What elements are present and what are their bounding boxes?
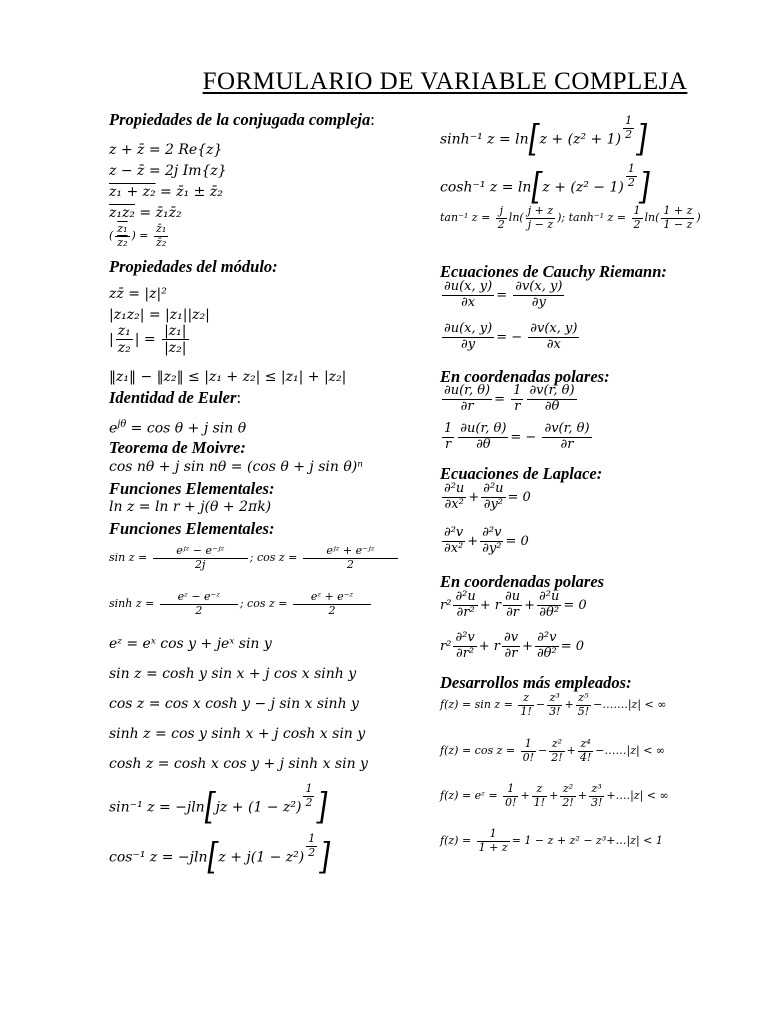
heading-moivre: Teorema de Moivre: <box>109 438 246 457</box>
formula-arcsin: sin⁻¹ z = −jln[jz + (1 − z²) $\frac{1}{2}$ ] <box>109 782 328 829</box>
formula-cr-2: $\frac{\partial u(x, y)}{\partial y}$ = − $\frac{\partial v(x, y)}{\partial x}$ <box>444 321 578 352</box>
formula-series-exp: f(z) = eᶻ = $\frac{1}{0!}$ + $\frac{z}{1!}$ + $\frac{\text{z²}}{2!}$ + $\frac{\text{z³}}{3!}$ +….|z| < ∞ <box>440 782 669 809</box>
formula-laplace-1: $\frac{\text{∂²u}}{\text{∂x²}}$ + $\frac{\text{∂²u}}{\text{∂y²}}$ = 0 <box>444 481 531 512</box>
formula-cosz: cos z = cos x cosh y − j sin x sinh y <box>109 696 359 712</box>
formula-series-sin: f(z) = sin z = $\frac{z}{1!}$ − $\frac{\text{z³}}{3!}$ + $\frac{\text{z⁵}}{5!}$ −…….|z| < ∞ <box>440 691 667 718</box>
formula-sinh-cosh-exp: sinh z = $\frac{\text{eᶻ − e⁻ᶻ}}{2}$ ; cos z = $\frac{\text{eᶻ + e⁻ᶻ}}{2}$ <box>109 591 373 617</box>
formula-coshz: cosh z = cosh x cos y + j sinh x sin y <box>109 756 368 772</box>
formula-arcsinh: sinh⁻¹ z = ln[z + (z² + 1) $\frac{1}{2}$ ] <box>440 114 647 161</box>
formula-series-geometric: f(z) = $\frac{1}{1 + z}$ = 1 − z + z² − z³+…|z| < 1 <box>440 827 663 854</box>
formula-moivre: cos nθ + j sin nθ = (cos θ + j sin θ)ⁿ <box>109 459 363 475</box>
heading-cauchy-riemann: Ecuaciones de Cauchy Riemann: <box>440 262 667 281</box>
heading-euler: Identidad de Euler: <box>109 388 242 407</box>
formula-laplace-polar-1: r² $\frac{\text{∂²u}}{\text{∂r²}}$ + r $\frac{\partial u}{\partial r}$ + $\frac{\text{∂²u}}{\text{∂θ²}}$ = 0 <box>440 589 587 620</box>
formula-conj-2: z − z̄ = 2j Im{z} <box>109 163 227 179</box>
formula-cr-1: $\frac{\partial u(x, y)}{\partial x}$ = $\frac{\partial v(x, y)}{\partial y}$ <box>444 279 563 310</box>
formula-mod-4: ‖z₁‖ − ‖z₂‖ ≤ |z₁ + z₂| ≤ |z₁| + |z₂| <box>109 369 347 385</box>
formula-laplace-2: $\frac{\text{∂²v}}{\text{∂x²}}$ + $\frac{\text{∂²v}}{\text{∂y²}}$ = 0 <box>444 525 529 556</box>
formula-conj-5: ( $\frac{\text{z₁}}{\text{z₂}}$ ) = $\frac{\text{z̄₁}}{\text{z̄₂}}$ <box>109 222 167 249</box>
formula-laplace-polar-2: r² $\frac{\text{∂²v}}{\text{∂r²}}$ + r $\frac{\partial v}{\partial r}$ + $\frac{\text{∂²v}}{\text{∂θ²}}$ = 0 <box>440 630 585 661</box>
formula-conj-1: z + z̄ = 2 Re{z} <box>109 142 223 158</box>
formula-mod-3: | $\frac{\text{z₁}}{\text{z₂}}$ | = $\frac{\text{|z₁|}}{\text{|z₂|}}$ <box>109 323 187 357</box>
formula-ez: eᶻ = eˣ cos y + jeˣ sin y <box>109 636 272 652</box>
formula-series-cos: f(z) = cos z = $\frac{1}{0!}$ − $\frac{\text{z²}}{2!}$ + $\frac{\text{z⁴}}{4!}$ −……|z| < ∞ <box>440 737 666 764</box>
formula-ln: ln z = ln r + j(θ + 2πk) <box>109 499 272 515</box>
formula-polar-1: $\frac{\partial u(r, \theta)}{\partial r}$ = $\frac{1}{r}$ $\frac{\partial v(r, \theta)}{\partial\theta}$ <box>444 383 575 414</box>
heading-laplace: Ecuaciones de Laplace: <box>440 464 603 483</box>
formula-polar-2: $\frac{1}{r}$ $\frac{\partial u(r, \theta)}{\partial\theta}$ = − $\frac{\partial v(r, \theta)}{\partial r}$ <box>444 421 590 452</box>
formula-conj-4: z₁z₂ = z̄₁z̄₂ <box>109 205 182 221</box>
formula-arccos: cos⁻¹ z = −jln[z + j(1 − z²) $\frac{1}{2}$ ] <box>109 832 331 879</box>
heading-modulus: Propiedades del módulo: <box>109 257 278 276</box>
heading-expansions: Desarrollos más empleados: <box>440 673 632 692</box>
formula-mod-1: zz̄ = |z|² <box>109 286 167 302</box>
formula-mod-2: |z₁z₂| = |z₁||z₂| <box>109 307 210 323</box>
heading-elementary-1: Funciones Elementales: <box>109 479 275 498</box>
formula-arctan-arctanh: tan⁻¹ z = $\frac{j}{2}$ ln( $\frac{j + z}{j - z}$ ); tanh⁻¹ z = $\frac{1}{2}$ ln( $\frac{1 + z}{1 - z}$ ) <box>440 204 701 231</box>
formula-sinz: sin z = cosh y sin x + j cos x sinh y <box>109 666 357 682</box>
formula-euler: $e^{j\theta} = \cos \theta + j$ sin θ <box>109 419 247 437</box>
heading-polar-2: En coordenadas polares <box>440 572 605 591</box>
formula-sinhz: sinh z = cos y sinh x + j cosh x sin y <box>109 726 366 742</box>
formula-sin-cos-exp: sin z = $\frac{\text{eʲᶻ − e⁻ʲᶻ}}{2j}$ ; cos z = $\frac{\text{eʲᶻ + e⁻ʲᶻ}}{2}$ <box>109 545 400 571</box>
page-title: FORMULARIO DE VARIABLE COMPLEJA <box>202 68 688 95</box>
heading-conjugate: Propiedades de la conjugada compleja: <box>109 110 375 129</box>
formula-conj-3: z₁ + z₂ = z̄₁ ± z̄₂ <box>109 184 223 200</box>
formula-arccosh: cosh⁻¹ z = ln[z + (z² − 1) $\frac{1}{2}$ ] <box>440 162 650 209</box>
heading-polar-1: En coordenadas polares: <box>440 367 610 386</box>
heading-elementary-2: Funciones Elementales: <box>109 519 275 538</box>
